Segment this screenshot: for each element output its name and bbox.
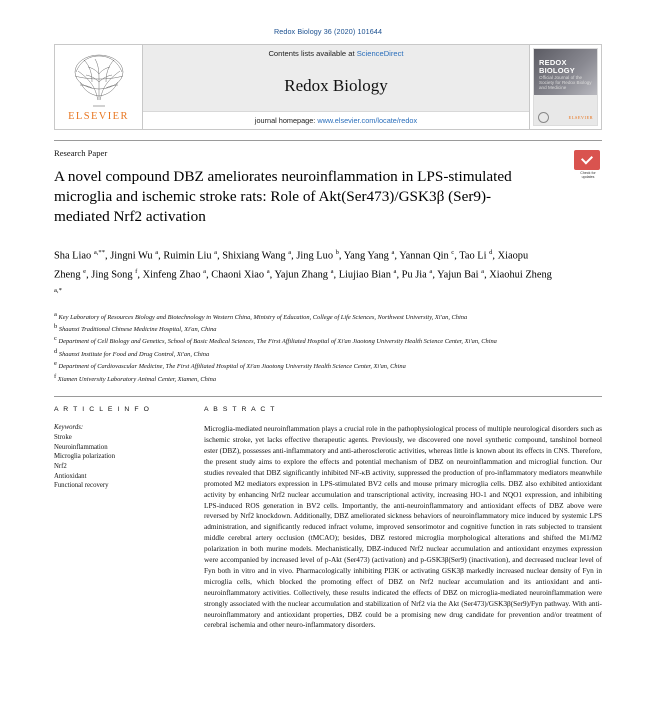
affiliation-item: $^b$ Shaanxi Traditional Chinese Medicine Hospital, Xi'an, China: [54, 323, 217, 334]
crossmark-label: Check for updates: [580, 171, 596, 180]
author-list: Sha Liao $^{a,**}$, Jingni Wu $^a$, Ruimin Liu $^a$, Shixiang Wang $^a$, Jing Luo $^b$, Yang Yang $^a$, Yannan Qin $^c$, Tao Li $^d$, Xiaopu Zheng $^e$, Jing Song $^f$, Xinfeng Zhao $^a$, Chaoni Xiao $^a$, Yajun Zhang $^a$, Liujiao Bian $^a$, Pu Jia $^a$, Yajun Bai $^a$, Xiaohui Zheng $^{a,*}$: [54, 249, 552, 294]
cover-publisher: ELSEVIER: [568, 115, 593, 120]
journal-reference: Redox Biology 36 (2020) 101644: [273, 27, 383, 36]
cover-title-line2: BIOLOGY: [539, 66, 575, 75]
cover-image: [533, 48, 598, 126]
journal-masthead: [54, 44, 602, 130]
affiliation-list: [54, 310, 602, 385]
keyword-item: Nrf2: [54, 462, 67, 470]
article-header: [54, 148, 602, 384]
abstract-heading: A B S T R A C T: [204, 406, 276, 414]
keywords-heading: Keywords:: [54, 424, 84, 432]
keyword-item: Stroke: [54, 434, 72, 442]
abstract-column: [204, 406, 602, 631]
elsevier-tree-icon: [62, 48, 136, 110]
article-info-column: [54, 406, 204, 631]
homepage-link[interactable]: www.elsevier.com/locate/redox: [317, 116, 418, 125]
contents-line: [143, 45, 529, 61]
journal-cover: [529, 45, 601, 129]
divider-top: [54, 140, 602, 141]
affiliation-item: $^d$ Shaanxi Institute for Food and Drug Control, Xi'an, China: [54, 347, 210, 359]
keyword-item: Functional recovery: [54, 482, 109, 490]
publisher-logo: [55, 45, 143, 129]
affiliation-item: $^a$ Key Laboratory of Resources Biology and Biotechnology in Western China, Ministry of Education, College of Life Sciences, Northwest University, Xi'an, China: [54, 310, 468, 321]
contents-text: Contents lists available at: [268, 49, 355, 58]
keyword-item: Antioxidant: [54, 472, 87, 480]
cover-title-line1: REDOX: [539, 58, 567, 67]
cover-subtitle: Official Journal of the Society for Redox Biology and Medicine: [539, 75, 592, 90]
cover-title: [539, 59, 575, 75]
affiliation-item: $^e$ Department of Cardiovascular Medicine, The First Affiliated Hospital of Xi'an Jiaotong University Health Science Center, Xi'an, China: [54, 360, 406, 371]
info-abstract-wrap: [54, 397, 602, 631]
article-type: Research Paper: [54, 148, 108, 158]
crossmark-badge[interactable]: [574, 150, 602, 179]
homepage-label: journal homepage:: [254, 116, 316, 125]
abstract-text: Microglia-mediated neuroinflammation plays a crucial role in the pathophysiological process of multiple neurological disorders such as ischemic stroke, yet lacks effective therapeutic agents. Previously, we discovered one novel synthetic compound, tanshinol borneol ester (DBZ), possesses anti-inflammatory and anti-atherosclerotic activities, whereas little is known about its effects in CNS. Therefore, the present study aims to explore the effects and potential mechanism of DBZ on neuroinflammation and microglial function. Our studies revealed that DBZ significantly inhibited NF-κB activity, suppressed the production of pro-inflammatory mediators meanwhile promoted M2 mediators expression in LPS-stimulated BV2 cells and mouse primary microglia cells. DBZ also exhibited antioxidant activity by enhancing Nrf2 nuclear accumulation and transcriptional activity, increasing HO-1 and NQO1 expression, and inhibiting LPS-induced ROS generation in BV2 cells. Importantly, the anti-neuroinflammatory and antioxidant effects of DBZ above were reversed by Nrf2 knockdown. Additionally, DBZ ameliorated sickness behaviors of neuroinflammatory mice induced by systemic LPS administration, and significantly reduced infract volume, improved sensorimotor and cognitive function in rats subjected to transient middle cerebral artery occlusion (tMCAO); besides, DBZ restored microglia morphological alterations and shifted the M1/M2 polarization in both murine models. Mechanistically, DBZ-induced Nrf2 nuclear accumulation and antioxidant enzymes expression were accompanied by increased level of p-Akt (Ser473) (activation) and p-GSK3β(Ser9) (inactivation), and decreased nuclear level of Fyn both in vitro and in vivo. Pharmacologically inhibiting PI3K or activating GSK3β markedly increased nuclear density of Fyn in microglia cells, which blocked the promoting effect of DBZ on Nrf2 nuclear accumulation and its antioxidant and anti-neuroinflammatory activities. Collectively, these results indicated the effects of DBZ on microglia-mediated neuroinflammation were strongly associated with the nuclear accumulation and stabilization of Nrf2 via the Akt (Ser473)/GSK3β(Ser9)/Fyn pathway. With anti-neuroinflammatory and antioxidant properties, DBZ could be a promising new drug candidate for prevention and/or treatment of cerebral ischemia and other neuro-inflammatory disorders.: [204, 424, 602, 630]
cover-footer: [538, 112, 593, 123]
keyword-item: Microglia polarization: [54, 453, 115, 461]
affiliation-item: $^f$ Xiamen University Laboratory Animal Center, Xiamen, China: [54, 372, 217, 383]
keywords-list: [54, 433, 190, 491]
publisher-name: ELSEVIER: [68, 111, 129, 122]
affiliation-item: $^c$ Department of Cell Biology and Genetics, School of Basic Medical Sciences, The First Affiliated Hospital of Xi'an Jiaotong University Health Science Center, Xi'an, China: [54, 335, 497, 346]
journal-title: Redox Biology: [143, 61, 529, 111]
article-info-heading: A R T I C L E I N F O: [54, 406, 151, 414]
masthead-center: [143, 45, 529, 129]
cover-tree-icon: [538, 112, 549, 123]
homepage-line: [143, 111, 529, 129]
sciencedirect-link[interactable]: ScienceDirect: [356, 49, 404, 58]
crossmark-icon: [574, 150, 600, 170]
page-title: A novel compound DBZ ameliorates neuroinflammation in LPS-stimulated microglia and ischemic stroke rats: Role of Akt(Ser473)/GSK3β (Ser9)-mediated Nrf2 activation: [54, 168, 512, 225]
keyword-item: Neuroinflammation: [54, 443, 108, 451]
